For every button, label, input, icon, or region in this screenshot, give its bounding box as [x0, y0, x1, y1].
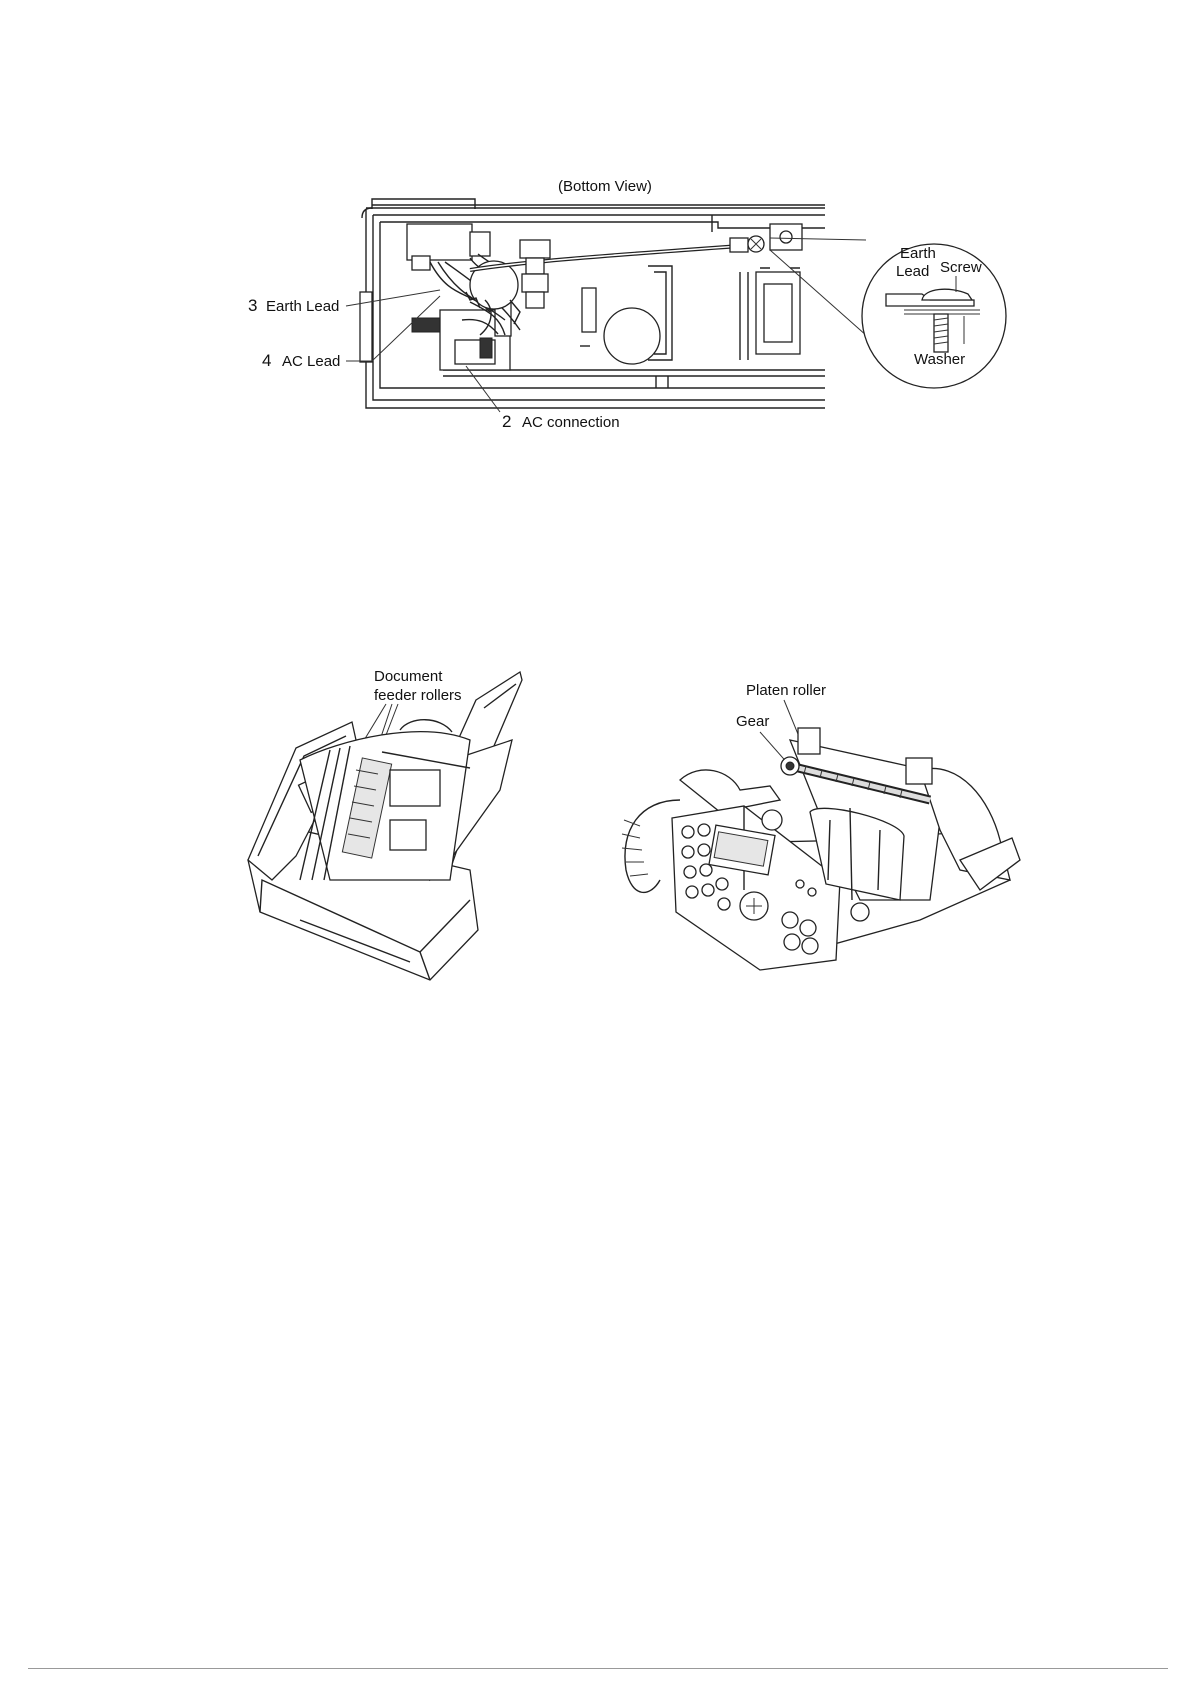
gear-label: Gear: [736, 713, 770, 730]
bottom-view-figure: [248, 178, 1006, 431]
platen-roller-label: Platen roller: [746, 682, 827, 699]
callout-3-number: 3: [248, 296, 258, 315]
page-footer-rule: [28, 1668, 1168, 1669]
callout-2-number: 2: [502, 412, 512, 431]
rollers-label-1: Document: [374, 668, 443, 685]
detail-earth-label-2: Lead: [896, 263, 930, 280]
right-components: [740, 224, 802, 360]
detail-screw-label: Screw: [940, 259, 982, 276]
callout-4-label: AC Lead: [282, 353, 341, 370]
rollers-label-2: feeder rollers: [374, 687, 462, 704]
bottom-view-callouts: [248, 290, 620, 431]
detail-washer-label: Washer: [914, 351, 966, 368]
platen-roller-figure: [622, 682, 1020, 970]
callout-4-number: 4: [262, 351, 272, 370]
detail-earth-label-1: Earth: [900, 245, 936, 262]
callout-2-label: AC connection: [522, 414, 620, 431]
feeder-rollers-figure: [248, 668, 522, 980]
earth-screw-detail: [770, 238, 1006, 388]
callout-3-label: Earth Lead: [266, 298, 340, 315]
bottom-view-label: (Bottom View): [558, 178, 652, 195]
